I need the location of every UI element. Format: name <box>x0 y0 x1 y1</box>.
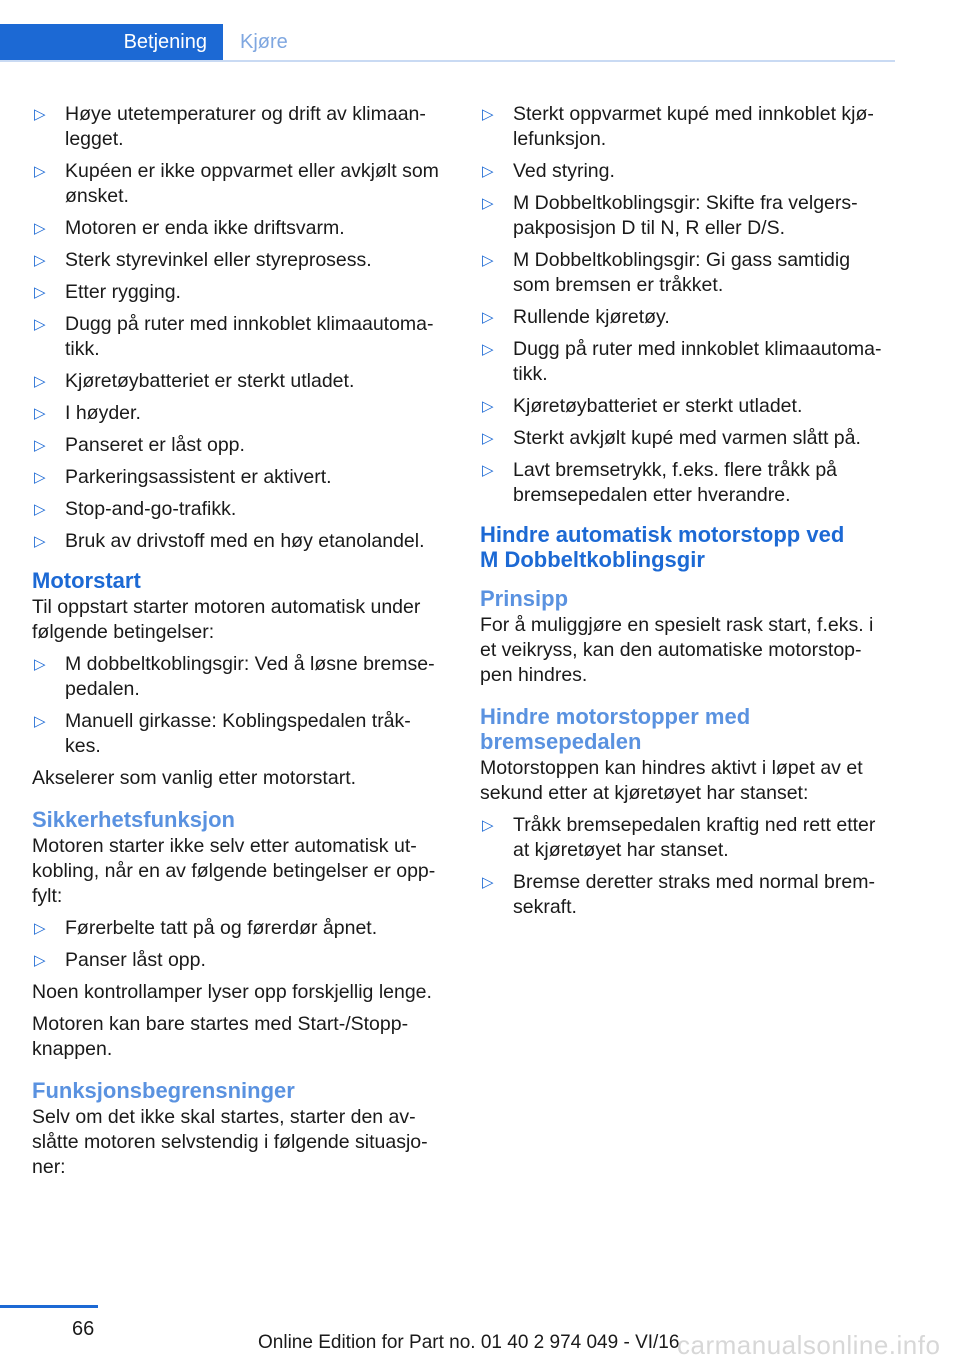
right-column <box>480 102 895 927</box>
motorstart-heading: Motorstart <box>32 568 141 593</box>
tab-betjening[interactable]: Betjening <box>0 24 223 60</box>
tab-kjore[interactable]: Kjøre <box>240 31 288 53</box>
conditions-list-right <box>480 102 895 508</box>
safety-heading: Sikkerhetsfunksjon <box>32 807 235 832</box>
brake-list <box>480 813 895 920</box>
list-item-text: Sterkt avkjølt kupé med varmen slått på. <box>513 427 861 449</box>
principle-heading: Prinsipp <box>480 586 569 611</box>
list-item <box>32 280 447 305</box>
list-item-text: M dobbeltkoblingsgir: Ved å løsne bremse‐ pedalen. <box>65 653 435 700</box>
hindre-heading: Hindre automatisk motorstopp ved M Dobbeltkoblingsgir <box>480 522 845 572</box>
triangle-right-icon: ▷ <box>34 437 46 454</box>
triangle-right-icon: ▷ <box>482 398 494 415</box>
list-item <box>32 216 447 241</box>
triangle-right-icon: ▷ <box>482 817 494 834</box>
list-item-text: Høye utetemperaturer og drift av klimaan‐ legget. <box>65 103 426 150</box>
list-item-text: Kupéen er ikke oppvarmet eller avkjølt som ønsket. <box>65 160 439 207</box>
list-item <box>32 401 447 426</box>
list-item-text: Førerbelte tatt på og førerdør åpnet. <box>65 917 378 939</box>
lamps-text: Noen kontrollamper lyser opp forskjellig lenge. <box>32 981 432 1003</box>
list-item-text: Ved styring. <box>513 160 615 182</box>
triangle-right-icon: ▷ <box>482 462 494 479</box>
principle-text: For å muliggjøre en spesielt rask start, f.eks. i et veikryss, kan den automatiske motorstop‐ pen hindres. <box>480 614 874 686</box>
motorstart-list <box>32 652 447 759</box>
triangle-right-icon: ▷ <box>34 501 46 518</box>
page-header <box>0 24 895 62</box>
list-item-text: Sterkt oppvarmet kupé med innkoblet kjø‐ lefunksjon. <box>513 103 874 150</box>
list-item <box>480 159 895 184</box>
list-item-text: M Dobbeltkoblingsgir: Skifte fra velgers‐ pakposisjon D til N, R eller D/S. <box>513 192 858 239</box>
triangle-right-icon: ▷ <box>34 316 46 333</box>
list-item <box>480 305 895 330</box>
list-item-text: Motoren er enda ikke driftsvarm. <box>65 217 345 239</box>
brake-heading: Hindre motorstopper med bremsepedalen <box>480 704 751 754</box>
list-item <box>480 458 895 508</box>
triangle-right-icon: ▷ <box>34 252 46 269</box>
list-item <box>32 465 447 490</box>
limits-text: Selv om det ikke skal startes, starter den av‐ slåtte motoren selvstendig i følgende situasjo‐ ner: <box>32 1106 428 1178</box>
triangle-right-icon: ▷ <box>482 341 494 358</box>
list-item-text: Manuell girkasse: Koblingspedalen tråk‐ kes. <box>65 710 411 757</box>
list-item-text: Sterk styrevinkel eller styreprosess. <box>65 249 372 271</box>
triangle-right-icon: ▷ <box>34 163 46 180</box>
list-item <box>32 433 447 458</box>
page-number: 66 <box>72 1318 95 1340</box>
list-item <box>32 709 447 759</box>
triangle-right-icon: ▷ <box>482 430 494 447</box>
list-item <box>32 369 447 394</box>
triangle-right-icon: ▷ <box>34 106 46 123</box>
list-item-text: M Dobbeltkoblingsgir: Gi gass samtidig som bremsen er tråkket. <box>513 249 851 296</box>
triangle-right-icon: ▷ <box>34 533 46 550</box>
header-divider <box>0 60 895 62</box>
accelerate-text: Akselerer som vanlig etter motorstart. <box>32 767 357 789</box>
list-item-text: Kjøretøybatteriet er sterkt utladet. <box>65 370 355 392</box>
triangle-right-icon: ▷ <box>482 309 494 326</box>
list-item <box>480 426 895 451</box>
button-text: Motoren kan bare startes med Start-/Stopp- knappen. <box>32 1013 409 1060</box>
list-item <box>32 529 447 554</box>
list-item-text: Lavt bremsetrykk, f.eks. flere tråkk på bremsepedalen etter hverandre. <box>513 459 838 506</box>
triangle-right-icon: ▷ <box>34 284 46 301</box>
triangle-right-icon: ▷ <box>482 106 494 123</box>
safety-text: Motoren starter ikke selv etter automatisk ut‐ kobling, når en av følgende betingelser er opp‐ fylt: <box>32 835 436 907</box>
list-item-text: Bruk av drivstoff med en høy etanolandel. <box>65 530 425 552</box>
limits-heading: Funksjonsbegrensninger <box>32 1078 295 1103</box>
list-item-text: Panser låst opp. <box>65 949 206 971</box>
triangle-right-icon: ▷ <box>482 874 494 891</box>
motorstart-text: Til oppstart starter motoren automatisk under følgende betingelser: <box>32 596 421 643</box>
list-item-text: Stop-and-go-trafikk. <box>65 498 237 520</box>
list-item <box>32 916 447 941</box>
list-item-text: Rullende kjøretøy. <box>513 306 670 328</box>
list-item <box>480 191 895 241</box>
list-item-text: Kjøretøybatteriet er sterkt utladet. <box>513 395 803 417</box>
list-item <box>32 312 447 362</box>
triangle-right-icon: ▷ <box>34 220 46 237</box>
list-item <box>32 948 447 973</box>
list-item <box>32 102 447 152</box>
footer-divider <box>0 1305 98 1308</box>
triangle-right-icon: ▷ <box>34 952 46 969</box>
list-item <box>480 248 895 298</box>
triangle-right-icon: ▷ <box>34 656 46 673</box>
triangle-right-icon: ▷ <box>34 920 46 937</box>
triangle-right-icon: ▷ <box>482 163 494 180</box>
conditions-list-left <box>32 102 447 554</box>
list-item <box>480 813 895 863</box>
list-item-text: Panseret er låst opp. <box>65 434 245 456</box>
left-column <box>32 102 447 1187</box>
list-item <box>32 248 447 273</box>
list-item <box>480 337 895 387</box>
list-item-text: Dugg på ruter med innkoblet klimaautoma‐ tikk. <box>65 313 434 360</box>
triangle-right-icon: ▷ <box>34 469 46 486</box>
list-item <box>480 102 895 152</box>
triangle-right-icon: ▷ <box>482 195 494 212</box>
triangle-right-icon: ▷ <box>482 252 494 269</box>
list-item <box>32 652 447 702</box>
list-item-text: Etter rygging. <box>65 281 181 303</box>
list-item <box>480 870 895 920</box>
brake-text: Motorstoppen kan hindres aktivt i løpet av et sekund etter at kjøretøyet har stanset: <box>480 757 863 804</box>
list-item-text: Dugg på ruter med innkoblet klimaautoma‐ tikk. <box>513 338 882 385</box>
safety-list <box>32 916 447 973</box>
list-item <box>480 394 895 419</box>
edition-text: Online Edition for Part no. 01 40 2 974 049 - VI/16 <box>258 1332 680 1353</box>
triangle-right-icon: ▷ <box>34 713 46 730</box>
list-item <box>32 159 447 209</box>
list-item-text: Bremse deretter straks med normal brem‐ sekraft. <box>513 871 875 918</box>
list-item <box>32 497 447 522</box>
watermark: carmanualsonline.info <box>677 1330 941 1360</box>
list-item-text: I høyder. <box>65 402 141 424</box>
triangle-right-icon: ▷ <box>34 373 46 390</box>
list-item-text: Parkeringsassistent er aktivert. <box>65 466 332 488</box>
list-item-text: Tråkk bremsepedalen kraftig ned rett etter at kjøretøyet har stanset. <box>513 814 876 861</box>
triangle-right-icon: ▷ <box>34 405 46 422</box>
